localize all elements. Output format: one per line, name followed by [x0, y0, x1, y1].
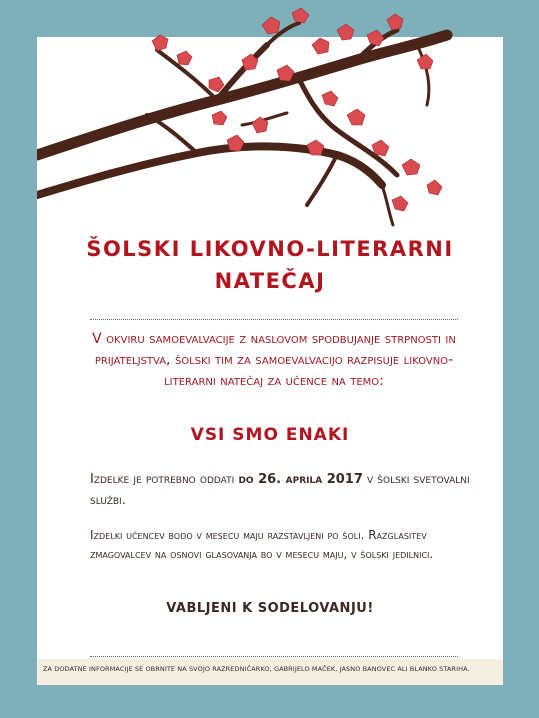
deadline-text-after: v šolski svetovalni službi. [90, 472, 470, 508]
page-title [37, 233, 503, 297]
title-line-1: ŠOLSKI LIKOVNO-LITERARNI [86, 237, 454, 261]
flyer-page [37, 37, 503, 685]
deadline-text-before: Izdelke je potrebno oddati [90, 472, 239, 487]
top-divider [90, 319, 458, 320]
exhibition-paragraph: Izdelki učencev bodo v mesecu maju razstavljeni po šoli. Razglasitev zmagovalcev na osnovi glasovanja bo v mesecu maju, v šolski jedilnici. [90, 528, 434, 561]
deadline-date: do 26. aprila 2017 [238, 472, 363, 487]
footer-contact-info: ZA DODATNE INFORMACIJE SE OBRNITE NA SVOJO RAZREDNIČARKO, GABRIJELO MAČEK, JASNO BANOVEC ALI BLANKO STARIHA. [43, 665, 470, 673]
title-line-2: NATEČAJ [214, 269, 326, 293]
deadline-paragraph [90, 469, 470, 511]
contest-theme: VSI SMO ENAKI [190, 425, 350, 445]
bottom-divider [90, 656, 458, 657]
intro-text: V okviru samoevalvacije z naslovom spodbujanje strpnosti in prijateljstva, šolski tim za samoevalvacijo razpisuje likovno-literarni natečaj za učence na temo: [92, 331, 456, 389]
cherry-blossom-branch-illustration [37, 5, 503, 245]
closing-invitation: VABLJENI K SODELOVANJU! [166, 601, 374, 616]
